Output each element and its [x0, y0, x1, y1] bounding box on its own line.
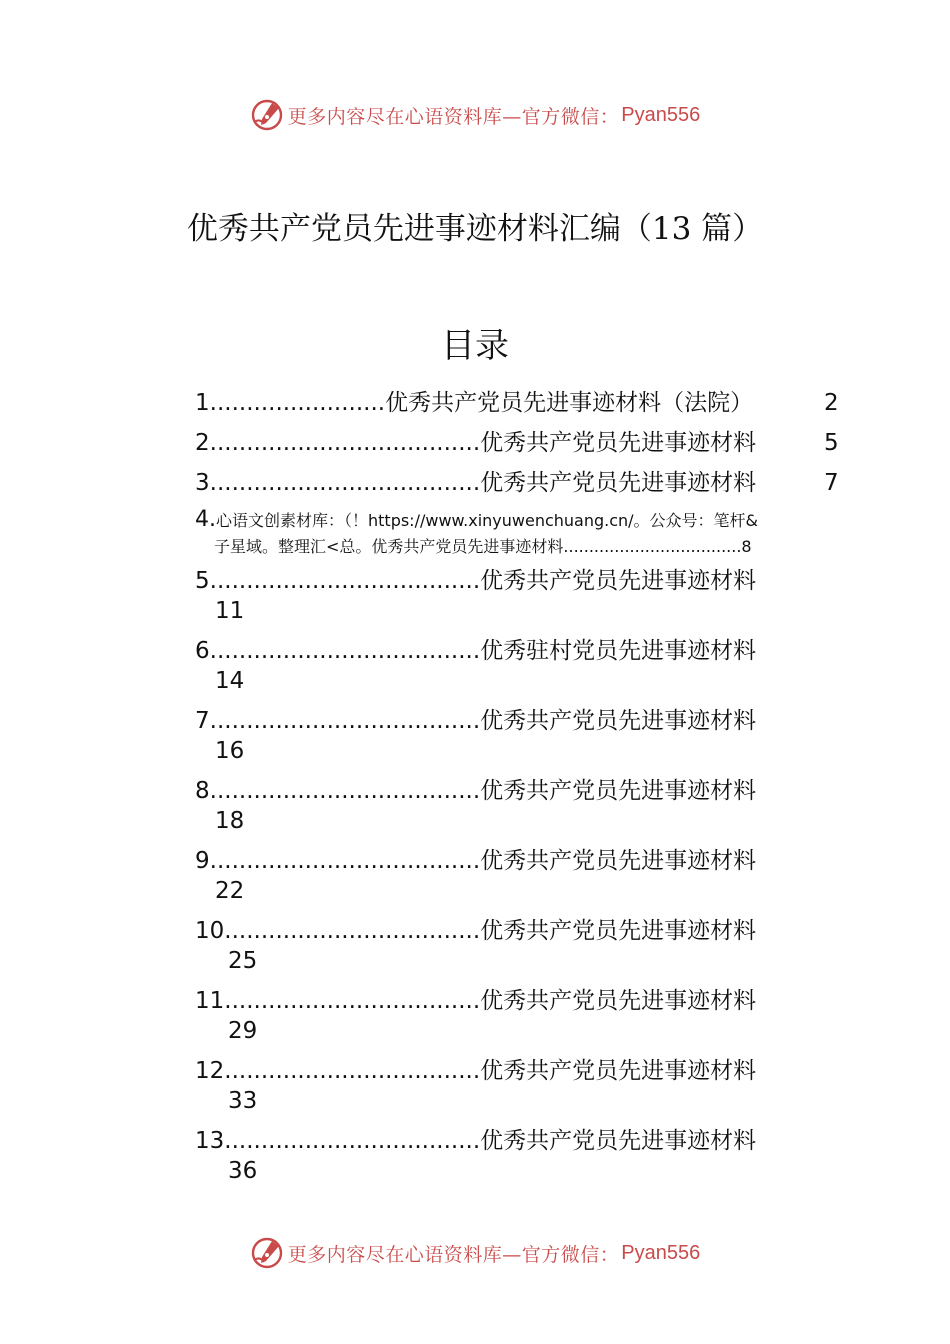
toc-number: 1 — [195, 390, 210, 416]
toc-title: 优秀共产党员先进事迹材料 — [480, 1128, 757, 1154]
toc-title: 优秀共产党员先进事迹材料 — [480, 778, 757, 804]
banner-text: 更多内容尽在心语资料库—官方微信： — [287, 105, 620, 128]
toc-leader-dots: ........................ — [209, 390, 386, 416]
toc-number: 10 — [195, 918, 225, 944]
toc-page-number: 16 — [215, 738, 245, 764]
toc-leader-dots: ................................... — [224, 1128, 481, 1154]
toc-heading: 目录 — [441, 326, 509, 366]
toc-page-number: 2 — [824, 390, 839, 416]
toc-number: 11 — [195, 988, 225, 1014]
toc-entry-11[interactable] — [195, 986, 757, 1044]
toc-entry-12[interactable] — [195, 1056, 757, 1114]
toc-title: 优秀共产党员先进事迹材料（法院） — [385, 390, 754, 416]
toc-leader-dots: ..................................... — [209, 708, 481, 734]
toc-page-number: 14 — [215, 668, 245, 694]
toc-leader-dots: ..................................... — [209, 568, 481, 594]
toc-page-number: 22 — [215, 878, 245, 904]
toc-number: 4. — [195, 507, 216, 532]
toc-number: 12 — [195, 1058, 225, 1084]
toc-leader-dots: ..................................... — [209, 470, 481, 496]
toc-page-number: 7 — [824, 470, 839, 496]
toc-number: 8 — [195, 778, 210, 804]
toc-leader-dots: ..................................... — [209, 778, 481, 804]
toc-entry-1[interactable] — [195, 388, 839, 418]
footer-banner — [0, 1233, 950, 1273]
document-title: 优秀共产党员先进事迹材料汇编（13 篇） — [186, 211, 764, 247]
toc-entry-5[interactable] — [195, 566, 757, 624]
toc-entry-8[interactable] — [195, 776, 757, 834]
toc-entry-6[interactable] — [195, 636, 757, 694]
toc-title: 优秀驻村党员先进事迹材料 — [480, 638, 757, 664]
banner-wechat-id: Pyan556 — [621, 103, 701, 126]
toc-entry-13[interactable] — [195, 1126, 757, 1184]
toc-title: 优秀共产党员先进事迹材料 — [480, 1058, 757, 1084]
toc-number: 9 — [195, 848, 210, 874]
toc-entry-3[interactable] — [195, 468, 839, 498]
header-banner — [0, 95, 950, 135]
toc-entry-7[interactable] — [195, 706, 757, 764]
toc-number: 6 — [195, 638, 210, 664]
banner-text: 更多内容尽在心语资料库—官方微信： — [287, 1243, 620, 1266]
toc-entry-2[interactable] — [195, 428, 839, 458]
toc-title: 优秀共产党员先进事迹材料 — [480, 430, 757, 456]
toc-leader-dots: ..................................... — [209, 638, 481, 664]
toc-page-number: 25 — [228, 948, 258, 974]
toc-title: 优秀共产党员先进事迹材料 — [480, 918, 757, 944]
toc-page-number: 36 — [228, 1158, 258, 1184]
toc-text-line-2: 子星域。整理汇<总。优秀共产党员先进事迹材料...................................8 — [214, 537, 752, 556]
toc-number: 2 — [195, 430, 210, 456]
toc-number: 13 — [195, 1128, 225, 1154]
toc-page-number: 18 — [215, 808, 245, 834]
pen-nib-logo-icon — [250, 98, 284, 132]
toc-title: 优秀共产党员先进事迹材料 — [480, 988, 757, 1014]
toc-page-number: 33 — [228, 1088, 258, 1114]
toc-number: 5 — [195, 568, 210, 594]
toc-leader-dots: ..................................... — [209, 848, 481, 874]
toc-page-number: 11 — [215, 598, 245, 624]
toc-page-number: 5 — [824, 430, 839, 456]
toc-text-line-1: 心语文创素材库：（！https://www.xinyuwenchuang.cn/。公众号：笔杆& — [216, 511, 759, 530]
toc-leader-dots: ................................... — [224, 918, 481, 944]
toc-title: 优秀共产党员先进事迹材料 — [480, 848, 757, 874]
banner-wechat-id: Pyan556 — [621, 1241, 701, 1264]
toc-title: 优秀共产党员先进事迹材料 — [480, 568, 757, 594]
toc-number: 3 — [195, 470, 210, 496]
toc-number: 7 — [195, 708, 210, 734]
toc-leader-dots: ................................... — [224, 988, 481, 1014]
toc-title: 优秀共产党员先进事迹材料 — [480, 470, 757, 496]
toc-title: 优秀共产党员先进事迹材料 — [480, 708, 757, 734]
toc-leader-dots: ................................... — [224, 1058, 481, 1084]
toc-entry-10[interactable] — [195, 916, 757, 974]
toc-leader-dots: ..................................... — [209, 430, 481, 456]
toc-page-number: 29 — [228, 1018, 258, 1044]
pen-nib-logo-icon — [250, 1236, 284, 1270]
toc-entry-4[interactable] — [195, 507, 835, 560]
toc-entry-9[interactable] — [195, 846, 757, 904]
